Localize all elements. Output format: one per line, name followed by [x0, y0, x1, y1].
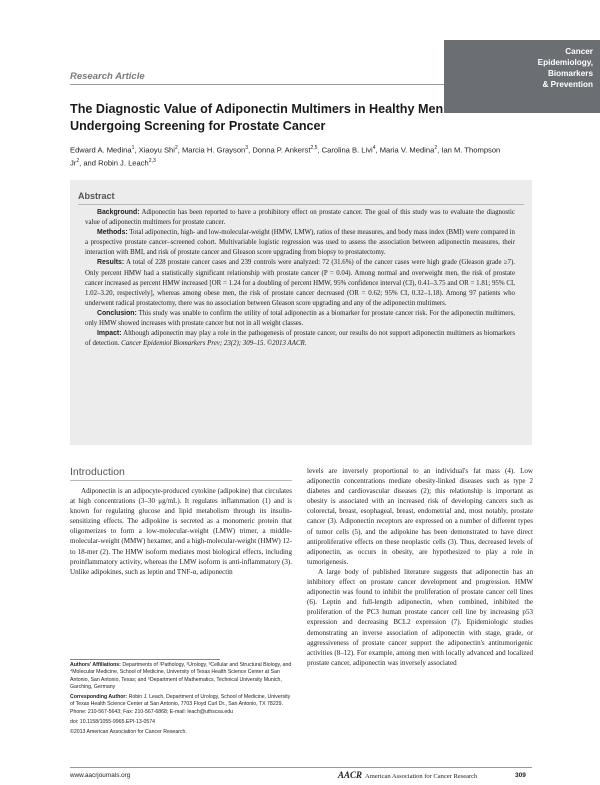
journal-name-line: Epidemiology,	[537, 58, 593, 67]
author-separator: ,	[437, 145, 442, 155]
author-name: Ian M. Thompson Jr	[70, 145, 501, 168]
abstract-section-text: Although adiponectin may play a role in the pathogenesis of prostate cancer, our results do not support adiponectin multimers as biomarkers of detection.	[85, 330, 515, 348]
footnote-divider	[70, 659, 220, 660]
abstract-paragraph	[85, 228, 515, 258]
body-paragraph: A large body of published literature suggests that adiponectin has an inhibitory effect on prostate cancer development and progression. HMW adiponectin was found to inhibit the proliferation of prostate cancer cell lines (6). Leptin and full-length adiponectin, when combined, inhibited the proliferation of the PC3 human prostate cancer cell line by increasing p53 expression and decreasing BCL2 expression (7). Epidemiologic studies demonstrating an inverse association of adiponectin with stage, grade, or aggressiveness of prostate cancer support the adiponectin's antitumorigenic activities (8–12). For example, among men with locally advanced and localized prostate cancer, adiponectin was inversely associated	[307, 567, 533, 667]
publisher-name: American Association for Cancer Research	[365, 773, 478, 780]
footer-divider	[70, 767, 532, 768]
author-name: Marcia H. Grayson	[181, 145, 246, 155]
abstract-divider	[78, 204, 524, 205]
author-list	[70, 143, 510, 169]
body-column-left	[70, 486, 292, 577]
author-name: Maria V. Medina	[379, 145, 435, 155]
abstract-section-label: Background:	[97, 209, 140, 216]
abstract-section-label: Results:	[97, 259, 125, 267]
aacr-logo: AACR	[338, 770, 363, 780]
abstract-heading: Abstract	[78, 191, 115, 201]
author-affiliation-marker: 2	[434, 145, 438, 151]
page-number: 309	[515, 772, 526, 779]
abstract-section-label: Impact:	[97, 330, 122, 338]
journal-badge	[444, 40, 600, 113]
abstract-paragraph	[85, 258, 515, 308]
abstract-section-label: Conclusion:	[97, 309, 137, 317]
abstract-paragraph	[85, 329, 515, 349]
body-paragraph: levels are inversely proportional to an individual's fat mass (4). Low adiponectin concentrations mediate obesity-linked diseases such as type 2 diabetes and cardiovascular diseases (2); this relationship is important as obesity is associated with an increased risk of developing cancers such as colorectal, breast, esophageal, breast, endometrial and, most notably, prostate cancer (3). Adiponectin receptors are expressed on a number of different types of tumor cells (5), and the adipokine has been demonstrated to have direct antiproliferative effects on these neoplastic cells (3). Thus, decreased levels of adiponectin, as occurs in obesity, are hypothesized to play a role in tumorigenesis.	[307, 467, 533, 566]
author-affiliation-marker: 2,5	[310, 145, 318, 151]
affiliations-label: Authors' Affiliations:	[70, 662, 121, 668]
corresponding-label: Corresponding Author:	[70, 694, 128, 701]
corresponding-note	[70, 694, 292, 716]
affiliations-text: Departments of ¹Pathology, ²Urology, ³Cellular and Structural Biology, and ⁴Molecular Medicine, School of Medicine, University of Texas Health Science Center at San Antonio, San Antonio, Texas; and ⁵Department of Mathematics, Technical University Munich, Garching, Germany	[70, 662, 292, 690]
footnotes	[70, 662, 292, 740]
author-affiliation-marker: 2,3	[148, 158, 156, 165]
abstract-section-text: Total adiponectin, high- and low-molecular-weight (HMW, LMW), ratios of these measures, and body mass index (BMI) were compared in a prospective prostate cancer–screened cohort. Multivariable logistic regression was used to assess the association between adiponectin measures, their interaction with BMI, and risk of prostate cancer and Gleason score upgrading from biopsy to prostatectomy.	[85, 229, 515, 257]
author-affiliation-marker: 1	[131, 145, 135, 151]
body-column-right	[307, 466, 533, 668]
introduction-heading: Introduction	[70, 466, 125, 478]
author-name: Robin J. Leach	[98, 158, 149, 168]
corresponding-text: Robin J. Leach, Department of Urology, School of Medicine, University of Texas Health Science Center at San Antonio, 7703 Floyd Curl Dr., San Antonio, TX 78229. Phone: 210-567-5643; Fax: 210-567-6868; E-mail: leach@uthscsa.edu	[70, 694, 291, 715]
doi-note[interactable]: doi: 10.1158/1055-9965.EPI-13-0574	[70, 719, 155, 726]
introduction-divider	[70, 480, 292, 481]
abstract-section-text: A total of 228 prostate cancer cases and 239 controls were analyzed: 72 (31.6%) of the cancer cases were high grade (Gleason grade ≥7). Only percent HMW had a statistically significant relationship with prostate cancer (P = 0.04). Among normal and overweight men, the risk of prostate cancer increased as percent HMW increased [OR = 1.24 for a doubling of percent HMW, 95% confidence interval (CI), 0.41–3.75 and OR = 1.81; 95% CI, 1.02–3.20, respectively], whereas among obese men, the risk of prostate cancer decreased (OR = 0.62; 95% CI, 0.32–1.18). Among 97 patients who underwent radical prostatectomy, there was no association between Gleason score upgrading and any of the adiponectin multimers.	[85, 259, 515, 307]
abstract-body	[85, 208, 515, 349]
header-divider	[70, 84, 444, 85]
citation-text: Cancer Epidemiol Biomarkers Prev; 23(2); 309–15. ©2013 AACR.	[121, 340, 307, 348]
author-affiliation-marker: 2	[76, 158, 80, 165]
abstract-section-text: Adiponectin has been reported to have a prohibitory effect on prostate cancer. The goal of this study was to evaluate the diagnostic value of adiponectin multimers for prostate cancer.	[85, 209, 515, 227]
author-name: Edward A. Medina	[70, 145, 132, 155]
publisher-footer	[338, 770, 477, 780]
body-paragraph: Adiponectin is an adipocyte-produced cytokine (adipokine) that circulates at high concentrations (3–30 μg/mL). It regulates inflammation (1) and is known for regulating glucose and lipid metabolism through its insulin-sensitizing effects. The adipokine is secreted as a monomeric protein that oligomerizes to form a low-molecular-weight (LMW) trimer, a middle-molecular-weight (MMW) hexamer, and a high-molecular-weight (HMW) 12- to 18-mer (2). The HMW isoform mediates most biological effects, including proinflammatory activity, whereas the LMW isoform is anti-inflammatory (3). Unlike adipokines, such as leptin and TNF-α, adiponectin	[70, 487, 292, 576]
article-type-label: Research Article	[70, 71, 145, 82]
abstract-paragraph	[85, 208, 515, 228]
author-affiliation-marker: 3	[245, 145, 249, 151]
author-affiliation-marker: 4	[372, 145, 376, 151]
author-separator: ,	[375, 145, 380, 155]
journal-url-link[interactable]: www.aacrjournals.org	[70, 772, 131, 779]
copyright-note: ©2013 American Association for Cancer Research.	[70, 729, 187, 736]
journal-name-line: Cancer	[565, 47, 593, 56]
author-name: Donna P. Ankerst	[252, 145, 311, 155]
abstract-section-label: Methods:	[97, 229, 128, 237]
abstract-paragraph	[85, 309, 515, 329]
author-separator: ,	[317, 145, 322, 155]
journal-name-line: & Prevention	[542, 80, 593, 89]
affiliations-note	[70, 662, 292, 691]
author-separator: , and	[79, 158, 99, 168]
author-separator: ,	[177, 145, 182, 155]
author-separator: ,	[134, 145, 139, 155]
abstract-box	[70, 180, 532, 445]
author-affiliation-marker: 2	[174, 145, 178, 151]
abstract-section-text: This study was unable to confirm the utility of total adiponectin as a biomarker for prostate cancer risk. For the adiponectin multimers, only HMW showed increases with prostate cancer but not in all weight classes.	[85, 309, 515, 328]
journal-name-line: Biomarkers	[547, 69, 593, 78]
article-title: The Diagnostic Value of Adiponectin Multimers in Healthy Men Undergoing Screening for Prostate Cancer	[70, 102, 444, 133]
author-name: Xiaoyu Shi	[138, 145, 175, 155]
author-name: Carolina B. Livi	[321, 145, 373, 155]
author-separator: ,	[248, 145, 253, 155]
